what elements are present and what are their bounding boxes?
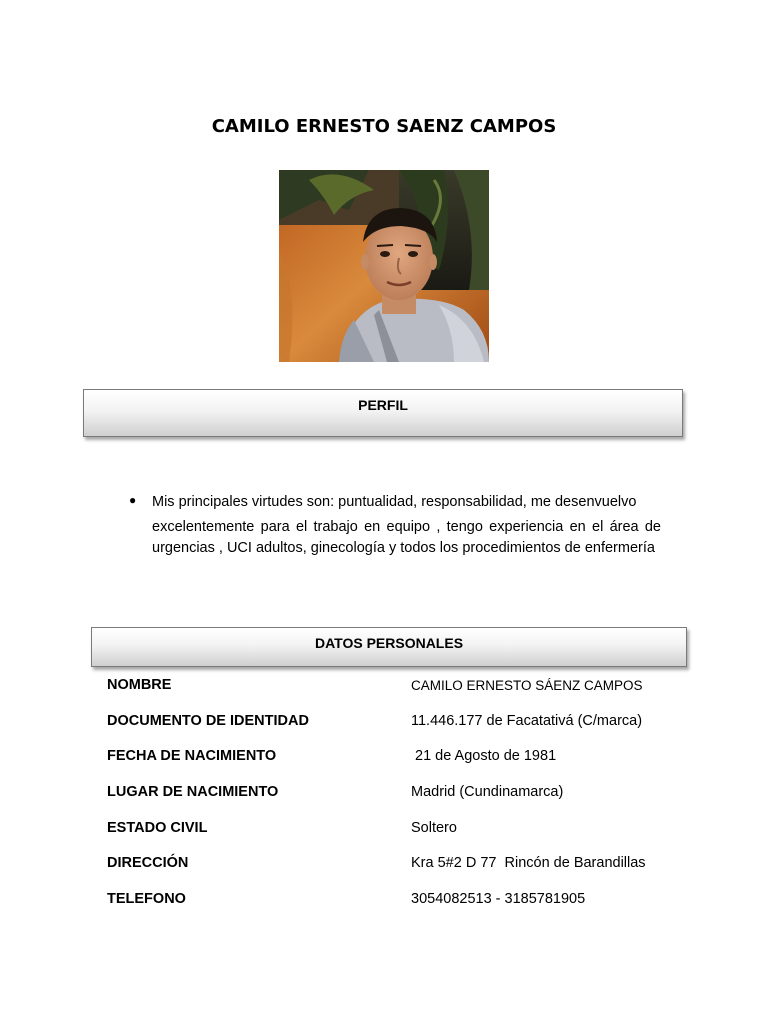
row-label: NOMBRE (107, 677, 172, 693)
data-row-fecha-nacimiento (0, 748, 768, 772)
data-row-telefono (0, 891, 768, 915)
row-value: 3054082513 - 3185781905 (411, 891, 586, 907)
perfil-heading-bar (83, 389, 683, 437)
data-row-documento (0, 713, 768, 737)
data-row-direccion (0, 855, 768, 879)
profile-line-1: Mis principales virtudes son: puntualidad, responsabilidad, me desenvuelvo (152, 494, 637, 510)
row-value: Madrid (Cundinamarca) (411, 784, 564, 800)
profile-paragraph (152, 491, 661, 559)
row-label: FECHA DE NACIMIENTO (107, 748, 277, 764)
data-row-nombre (0, 677, 768, 701)
document-title: CAMILO ERNESTO SAENZ CAMPOS (211, 116, 557, 137)
row-label: DOCUMENTO DE IDENTIDAD (107, 713, 309, 729)
row-value: 21 de Agosto de 1981 (411, 748, 557, 764)
profile-photo (279, 170, 489, 362)
row-label: LUGAR DE NACIMIENTO (107, 784, 279, 800)
row-label: DIRECCIÓN (107, 855, 189, 871)
datos-personales-heading: DATOS PERSONALES (314, 635, 464, 651)
perfil-heading: PERFIL (358, 397, 408, 413)
row-value: Kra 5#2 D 77 Rincón de Barandillas (411, 855, 646, 871)
profile-text-rest: excelentemente para el trabajo en equipo , tengo experiencia en el área de urgencias , UCI adultos, ginecología y todos los procedimientos de enfermería (152, 519, 661, 556)
data-row-lugar-nacimiento (0, 784, 768, 808)
row-value: 11.446.177 de Facatativá (C/marca) (411, 713, 643, 729)
bullet-icon: ● (129, 493, 137, 507)
datos-personales-heading-bar (91, 627, 687, 667)
row-value: CAMILO ERNESTO SÁENZ CAMPOS (411, 678, 643, 693)
data-row-estado-civil (0, 820, 768, 844)
row-value: Soltero (411, 820, 457, 836)
row-label: TELEFONO (107, 891, 186, 907)
row-label: ESTADO CIVIL (107, 820, 208, 836)
